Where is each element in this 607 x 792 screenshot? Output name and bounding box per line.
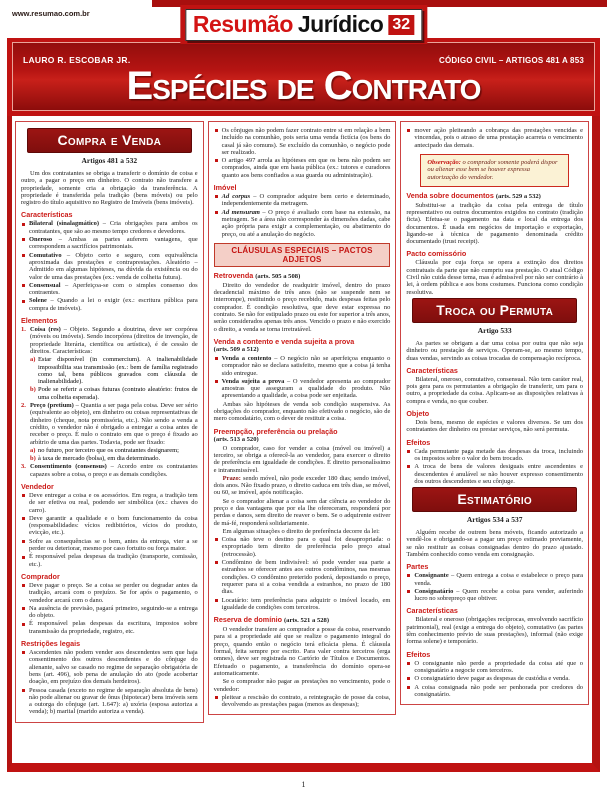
square-bullet-icon [21,492,29,514]
list-item-body: Pessoa casada (exceto no regime de separação absoluta de bens) não pode alienar ou gravar de ônus (hipotecar) bens imóveis sem a outorga do cônjuge (art. 1.647): a) uxória (esposa autoriza a venda); b) marital (marido autoriza a venda). [29,686,198,716]
paragraph [406,529,583,558]
sub-heading-text: Pacto comissório [406,249,467,259]
list-item [214,355,391,377]
square-bullet-icon [406,675,414,682]
list-item [21,282,198,297]
sub-heading-articles: (arts. 521 a 528) [283,617,330,625]
list-item-body: A coisa consignada não pode ser penhorada por credores do consignatário. [414,683,584,698]
list-item-text [414,463,583,485]
square-bullet-icon [406,588,414,603]
number-marker: 2. [21,402,26,410]
list-item [214,559,391,595]
list-item-body: mover ação pleiteando a cobrança das prestações vencidas e vincendas, pois o atraso de uma prestação acarreta o vencimento antecipado das demais. [414,127,584,149]
paragraph-text: Bilateral, oneroso, comutativo, consensual. Não tem caráter real, pois gera para os permutantes a obrigação de transferir, um para o outro, a propriedade da coisa. Aplicam-se as disposições relativas à compra e venda, no que couber. [406,375,584,405]
list-item-text [414,675,583,682]
letter-marker: a) [30,446,36,454]
sub-heading-text: Vendedor [21,481,54,491]
paragraph-text: As partes se obrigam a dar uma coisa por outra que não seja dinheiro ou prestação de serviços. Operam-se, ao mesmo tempo, duas vendas, servindo as coisas trocadas de compensação recíproca. [406,339,584,362]
list-item-body: Condômino de bem indivisível: só pode vender sua parte a estranhos se oferecer antes aos outros condôminos, nas mesmas condições. O condômino preterido poderá, depositando o preço, requerer para si a coisa vendida a estranhos, no prazo de 180 dias. [221,559,391,596]
list-item-body: – Quando a lei o exigir (ex.: escritura pública para compra de imóveis). [29,297,198,312]
paragraph [406,259,583,295]
section-banner-title: Compra e Venda [57,132,162,148]
sub-heading [214,616,391,625]
list-item [21,649,198,685]
list-item [214,157,391,179]
sub-heading-articles: (arts. 505 a 508) [255,272,301,280]
paragraph [214,528,391,535]
list-item [214,694,391,709]
list-item-text [29,282,198,297]
list-item-text [29,252,198,281]
paragraph [406,419,583,434]
sub-heading [214,272,391,281]
lettered-subitem [30,386,198,401]
list-item [406,463,583,485]
bullet-list [214,355,391,400]
square-bullet-icon [406,463,414,485]
list-item-text [29,620,198,635]
paragraph-text: Um dos contratantes se obriga a transferir o domínio de coisa e outro, a pagar o preço em dinheiro. O contrato não transfere a propriedade, somente cria a obrigação da transferência. A propriedade é transferida pela tradição (bens móveis) ou pelo registro do título aquisitivo no Registro de Imóveis (bens imóveis). [21,170,198,207]
bullet-list [406,448,583,485]
list-item-body: – Aperfeiçoa-se com o simples consenso dos contraentes. [29,281,198,297]
square-bullet-icon [214,378,222,400]
letter-marker: b) [30,386,36,394]
list-item-body: Cada permutante paga metade das despesas da troca, incluindo os impostos sobre o valor do bem trocado. [414,447,584,462]
list-item [21,620,198,635]
paragraph [406,616,583,645]
list-item-body: – O comprador adquire bem certo e determinado, independentemente da metragem. [221,193,391,208]
number-marker: 3. [21,463,26,471]
list-item-body: – O negócio não se aperfeiçoa enquanto o comprador não se declara satisfeito, mesmo que a coisa já tenha sido entregue. [221,354,391,377]
list-item [21,538,198,553]
list-item [21,553,198,568]
paragraph [214,445,391,474]
list-item-text [414,660,583,675]
paragraph-text: Substitui-se a tradição da coisa pela entrega de título representativo ou outros documentos exigidos no contrato (tradição ficta). Efetua-se o pagamento na data e local da entrega dos documentos. É usada em negócios de importação e exportação, ligando-se à técnica de pagamento denominada crédito documentado (trust receipt). [406,201,584,246]
numbered-item-text [30,402,198,446]
lettered-subitem-text: à taxa de mercado (bolsa), em dia determinado. [38,455,161,463]
list-item-text [222,193,391,208]
list-item-text [222,127,391,156]
paragraph-text: Cláusula por cuja força se opera a extinção dos direitos contratuais da parte que não cumpriu sua prestação. O atual Código Civil não cuida desse tema, mas é admissível por não ser contrário à lei, à ordem pública e aos bons costumes. Funciona como condição resolutiva. [406,259,584,296]
list-item [21,236,198,251]
sub-heading [214,184,391,192]
sub-heading-text: Características [21,210,73,220]
list-item-body: – Cria obrigações para ambos os contratantes, que são ao mesmo tempo credores e devedores. [29,220,198,235]
paragraph-text: Se o comprador alienar a coisa sem dar ciência ao vendedor do preço e das vantagens que por ela lhe ofereceram, responderá por perdas e danos, sem direito de reaver o bem. Se o adquirente estiver de má-fé, responderá solidariamente. [213,497,391,527]
square-bullet-icon [21,515,29,537]
list-item [21,492,198,514]
list-item-text [29,538,198,553]
logo-box [185,9,422,41]
square-bullet-icon [21,687,29,716]
numbered-list [21,326,198,478]
columns-container [15,121,589,759]
list-item [214,597,391,612]
square-bullet-icon [214,127,222,156]
page-number: 1 [301,780,306,789]
paragraph [214,475,391,497]
sub-heading [214,338,391,354]
observation-label: Observação: [427,158,461,166]
issue-number-badge: 32 [388,15,414,35]
square-bullet-icon [21,538,29,553]
numbered-item-text [30,326,198,355]
list-item-body: A troca de bens de valores desiguais entre ascendentes e descendentes é anulável se não houver expresso consentimento dos outros descendentes e seu cônjuge. [414,463,584,485]
sub-heading [406,607,583,615]
list-item-text [29,492,198,514]
paragraph [214,498,391,527]
list-item-text [29,605,198,620]
section-banner [27,128,192,153]
bullet-list [406,572,583,602]
sub-heading-text: Efeitos [406,649,431,659]
column-3 [400,121,589,705]
list-item-body: É responsável pelas despesas da escritura, impostos sobre transmissão da propriedade, registro, etc. [29,620,198,635]
square-bullet-icon [406,660,414,675]
sub-heading [21,573,198,581]
sub-heading-articles: (arts. 509 a 512) [213,345,259,353]
square-bullet-icon [214,559,222,595]
list-item-term: Consensual [29,281,61,289]
bullet-list [21,582,198,635]
list-item-body: O consignante não perde a propriedade da coisa até que o consignatário a negocie com terceiros. [414,659,584,674]
list-item [214,193,391,208]
square-bullet-icon [21,620,29,635]
list-item-body: – Quem entrega a coisa e estabelece o preço para venda. [414,572,584,587]
section-banner [412,298,577,323]
square-bullet-icon [214,157,222,179]
section-articles-range: Artigos 481 a 532 [81,156,138,165]
list-item-body: Os cônjuges não podem fazer contrato entre si em relação a bem incluído na comunhão, pois seria uma venda fictícia (os bens do casal já são comuns). Se excluído da comunhão, o negócio pode ser realizado. [221,127,391,156]
section-banner-title: Troca ou Permuta [436,301,554,318]
column-2 [208,121,397,715]
paragraph [406,376,583,405]
paragraph-lead: Prazo: [222,474,241,482]
list-item-body: É responsável pelas despesas da tradição (transporte, comissão, etc.). [29,553,198,568]
list-item-text [29,297,198,312]
masthead-inner [12,42,595,111]
list-item [406,675,583,682]
list-item-text [414,572,583,587]
sub-heading-articles: (arts. 529 a 532) [495,192,541,200]
list-item-body: Locatário: tem preferência para adquirir o imóvel locado, em igualdade de condições com terceiros. [221,596,391,611]
numbered-item [21,463,198,478]
square-bullet-icon [21,553,29,568]
lettered-subitem-text: Estar disponível (in commercium). A inalienabilidade impossibilita sua transmissão (ex.: bem de família registrado como tal, bens públicos gravados com cláusula de inalienabilidade). [38,356,198,386]
numbered-item-text [30,463,198,478]
list-item-term: Bilateral (sinalagmático) [29,220,99,228]
square-bullet-icon [214,597,222,612]
section-banner-title: Estimatório [457,491,533,508]
list-item-text [29,687,198,716]
sub-heading-text: Restrições legais [21,639,81,649]
list-item-body: Deve garantir a qualidade e o bom funcionamento da coisa (responsabilidades: vícios redibitórios, vícios do produto, evicção, etc.). [29,514,198,537]
square-bullet-icon [21,220,29,235]
sub-heading-text: Características [406,365,458,375]
number-marker: 1. [21,326,26,334]
special-clauses-header: CLÁUSULAS ESPECIAIS – PACTOS ADJETOS [214,243,391,267]
sub-heading-text: Retrovenda [213,270,254,280]
letter-marker: b) [30,455,36,463]
sub-heading-text: Elementos [21,316,58,326]
list-item-body: – Objeto certo e seguro, com equivalência aproximada das prestações e contraprestações. Aleatório – Admitido em algumas hipóteses, na dúvida da existência ou do valor de uma das prestações (ex.: venda de colheita futura). [29,251,198,281]
bullet-list [214,193,391,238]
section-banner [412,487,577,512]
sub-heading [406,410,583,418]
list-item-text [222,694,391,709]
author-name: LAURO R. ESCOBAR JR. [23,55,131,65]
sub-heading [406,563,583,571]
list-item-text [414,588,583,603]
paragraph-text: Em algumas situações o direito de preferência decorre da lei: [222,527,380,535]
paragraph [214,401,391,423]
paragraph [214,678,391,693]
sub-heading-articles: (arts. 513 a 520) [213,435,259,443]
paragraph [214,626,391,677]
list-item-text [414,448,583,463]
lettered-subitem [30,447,198,454]
square-bullet-icon [214,355,222,377]
sub-heading [406,367,583,375]
sub-heading [406,439,583,447]
list-item [406,572,583,587]
list-item [406,684,583,699]
list-item [214,378,391,400]
square-bullet-icon [21,605,29,620]
list-item-term: Consignante [414,572,449,580]
sub-heading [406,651,583,659]
list-item [406,448,583,463]
list-item-body: Ascendentes não podem vender aos descendentes sem que haja consentimento dos outros descendentes e do cônjuge do alienante, salvo se casado no regime de separação obrigatória de bens (art. 496), sob pena de anulação do ato (pode acobertar doação, em prejuízo dos demais herdeiros). [29,649,198,686]
list-item-text [222,355,391,377]
square-bullet-icon [406,572,414,587]
list-item-body: – Ambas as partes auferem vantagens, que correspondem a sacrifícios patrimoniais. [29,236,198,251]
sub-heading-text: Características [406,606,458,616]
list-item [21,687,198,716]
paragraph-text: Ambas são hipóteses de venda sob condição suspensiva. As obrigações do comprador, enquanto não efetivado o negócio, são de mero comodatário, com o dever de restituir a coisa. [213,400,391,423]
square-bullet-icon [21,649,29,685]
list-item-body: pleitear a rescisão do contrato, a reintegração de posse da coisa, devolvendo as prestações pagas (menos as despesas); [221,693,391,709]
sub-heading-text: Venda a contento e venda sujeita a prova [213,336,355,346]
numbered-item [21,326,198,355]
list-item-text [222,209,391,238]
list-item-body: Na ausência de previsão, pagará primeiro, seguindo-se a entrega do objeto. [29,604,198,620]
sub-heading [406,250,583,258]
list-item-text [29,236,198,251]
sub-heading [21,483,198,491]
numbered-item-body: – Quantia a ser paga pela coisa. Deve ser sério (equivalente ao objeto), em dinheiro ou coisas representativas de dinheiro (cheque, nota promissória, etc.). Não sendo a venda a crédito, o vendedor não é obrigado a entregar a coisa antes de receber o preço. É nulo o contrato em que o preço é fixado ao arbítrio de uma das partes. Todavia, pode ser fixado: [30,402,198,446]
sub-heading [21,317,198,325]
paragraph-text: Bilateral e oneroso (obrigações recíprocas, envolvendo sacrifício patrimonial), real (exige a entrega do objeto), comutativo (as partes têm conhecimento prévio de suas prestações), informal (não exige forma solene) e temporário. [406,616,584,646]
list-item-text [29,515,198,537]
list-item [21,605,198,620]
logo-word-resumao: Resumão [192,11,293,37]
observation-note [420,154,569,187]
sub-heading-text: Efeitos [406,437,431,447]
list-item-term: Venda a contento [221,354,272,362]
list-item-body: – O vendedor apresenta ao comprador amostras que asseguram a qualidade do produto. Não apresentando a qualidade, a coisa pode ser enjeitada. [221,377,391,400]
square-bullet-icon [214,209,222,238]
list-item [21,252,198,281]
list-item-term: Comutativo [29,251,62,259]
paragraph-text: O vendedor transfere ao comprador a posse da coisa, reservando para si a propriedade até que se realize o pagamento integral do preço, quando então o negócio terá eficácia plena. É cláusula formal, feita sempre por escrito. Para valer contra terceiros (erga omnes), deve ser registrada no Cartório de Títulos e Documentos. Efetuado o pagamento, a transferência do domínio opera-se automaticamente. [213,626,391,677]
sub-heading [21,640,198,648]
sub-heading-text: Partes [406,562,429,572]
sub-heading [214,428,391,444]
list-item-term: Ad mensuram [221,208,260,216]
lettered-subitem [30,455,198,462]
list-item-body: – Quem recebe a coisa para vender, auferindo lucro no sobrepreço que obtiver. [414,587,584,603]
page-title: Espécies de Contrato [126,64,481,108]
list-item-term: Consignatário [414,587,454,595]
bullet-list [21,492,198,568]
square-bullet-icon [21,236,29,251]
bullet-list [214,127,391,179]
list-item-term: Oneroso [29,236,53,244]
letter-marker: a) [30,356,36,364]
sub-heading-text: Reserva de domínio [213,615,282,625]
masthead [7,38,600,116]
bullet-list [406,660,583,698]
paragraph-text: Se o comprador não pagar as prestações no vencimento, pode o vendedor: [213,678,391,693]
sub-heading-text: Comprador [21,571,60,581]
sub-heading [406,192,583,201]
list-item-body: Sofre as consequências se o bem, antes da entrega, vier a se perder ou deteriorar, mesmo por caso fortuito ou força maior. [29,537,198,553]
square-bullet-icon [214,536,222,558]
numbered-item-term: Consentimento (consensus) [30,463,107,471]
numbered-item [21,402,198,446]
list-item-text [222,378,391,400]
list-item-text [29,553,198,568]
square-bullet-icon [21,252,29,281]
lettered-subitem-text: Pode se referir a coisas futuras (contrato aleatório: frutos de uma colheita esperada). [38,386,198,401]
square-bullet-icon [214,694,222,709]
observation-text: o comprador somente poderá dispor ou alienar esse bem se houver expressa autorização do vendedor. [427,158,558,182]
sub-heading [21,211,198,219]
lettered-subitem [30,356,198,385]
paragraph-text: Alguém recebe de outrem bens móveis, ficando autorizado a vendê-los e obrigando-se a pagar um preço estimado previamente, se não restituir as coisas consignadas dentro do prazo ajustado. Também conhecido como venda em consignação. [406,529,584,558]
numbered-item-body: – Objeto. Segundo a doutrina, deve ser corpórea (móveis ou imóveis). Sendo incorpórea (direitos de invenção, de propriedade literária, científica ou artística), é de cessão de direitos. Características: [30,326,198,355]
square-bullet-icon [21,282,29,297]
bullet-list [406,127,583,149]
square-bullet-icon [214,193,222,208]
square-bullet-icon [21,582,29,604]
section-articles-range: Artigos 534 a 537 [466,515,523,525]
list-item-term: Ad corpus [221,193,251,201]
logo-word-juridico: Jurídico [297,11,384,37]
list-item [214,127,391,156]
list-item [406,127,583,149]
code-reference: CÓDIGO CIVIL – ARTIGOS 481 A 853 [439,55,584,65]
paragraph-text: sendo móvel, não pode exceder 180 dias; sendo imóvel, dois anos. Não fixado prazo, o direito caduca em três dias, se móvel, ou 60, se imóvel, após notificação. [213,474,391,497]
bullet-list [21,220,198,312]
list-item-text [414,127,583,149]
list-item [214,209,391,238]
square-bullet-icon [406,448,414,463]
sub-heading-text: Imóvel [213,183,237,193]
sub-heading-text: Venda sobre documentos [406,190,494,200]
sub-heading-text: Objeto [406,409,430,419]
list-item-text [29,649,198,685]
list-item [21,220,198,235]
list-item-body: Coisa não teve o destino para o qual foi desapropriada: o expropriado tem direito de preferência pelo preço atual (retrocessão). [221,536,391,558]
paragraph [406,340,583,362]
numbered-item-term: Preço (pretium) [30,402,74,410]
list-item-text [414,684,583,699]
list-item-text [222,157,391,179]
paragraph-text: Dois bens, mesmo de espécies e valores diversos. Se um dos contratantes der dinheiro ou prestar serviços, não será permuta. [406,419,584,434]
list-item-term: Solene [29,297,47,305]
paragraph [406,202,583,246]
list-item-body: Deve entregar a coisa e os acessórios. Em regra, a tradição tem de ser efetiva ou real, podendo ser simbólica (ex.: chaves do carro). [29,491,198,514]
list-item [21,582,198,604]
list-item [21,515,198,537]
list-item-text [29,582,198,604]
list-item-body: Deve pagar o preço. Se a coisa se perder ou degradar antes da tradição, arcará com o prejuízo. Se for após o pagamento, o vendedor arcará com o dano. [29,581,198,604]
list-item [406,660,583,675]
paragraph-text: Direito do vendedor de readquirir imóvel, dentro do prazo decadencial máximo de três anos (não se suspende nem se interrompe), restituindo o preço recebido, mais despesas feitas pelo comprador. É condição resolutiva, que deve estar expressa no contrato. Se não for estipulado prazo ou este for superior a três anos, serão considerados apenas três anos. Vencido o prazo e não exercido o direito, a venda se torna irretratável. [213,281,391,333]
paragraph [21,170,198,206]
numbered-item-body: – Acordo entre os contratantes capazes sobre a coisa, o preço e as demais condições. [30,463,198,478]
list-item-body: O consignatário deve pagar as despesas de custódia e venda. [414,675,570,683]
list-item [21,297,198,312]
paragraph [214,282,391,333]
list-item [214,536,391,558]
list-item-term: Venda sujeita a prova [221,377,285,385]
paragraph-text: O comprador, caso for vender a coisa (móvel ou imóvel) a terceiro, se obriga a oferecê-la ao vendedor, para exercer o direito de preferência em igualdade de condições. É direito personalíssimo e intransmissível. [213,444,391,474]
sub-heading-text: Preempção, preferência ou prelação [213,426,338,436]
bullet-list [214,536,391,611]
content-frame [7,116,600,772]
numbered-item-term: Coisa (res) [30,326,61,334]
lettered-subitem-text: no futuro, por terceiro que os contratantes designarem; [38,446,179,454]
site-url: www.resumao.com.br [12,9,90,18]
bullet-list [21,649,198,716]
section-articles-range: Artigo 533 [477,325,512,335]
list-item-text [222,597,391,612]
list-item-text [222,559,391,595]
list-item [406,588,583,603]
brand-logo [180,5,427,44]
list-item-text [29,220,198,235]
square-bullet-icon [406,684,414,699]
square-bullet-icon [21,297,29,312]
list-item-body: O artigo 497 arrola as hipóteses em que os bens não podem ser comprados, ainda que em hasta pública (ex.: tutores e curadores quanto aos bens confiados a sua guarda ou administração). [221,157,391,179]
list-item-body: – O preço é avaliado com base na extensão, na metragem. Se a área não corresponder às dimensões dadas, cabe ação própria para exigir a complementação, ou abatimento do preço, ou até a anulação do negócio. [221,208,391,238]
list-item-text [222,536,391,558]
column-1 [15,121,204,723]
square-bullet-icon [406,127,414,149]
bullet-list [214,694,391,709]
